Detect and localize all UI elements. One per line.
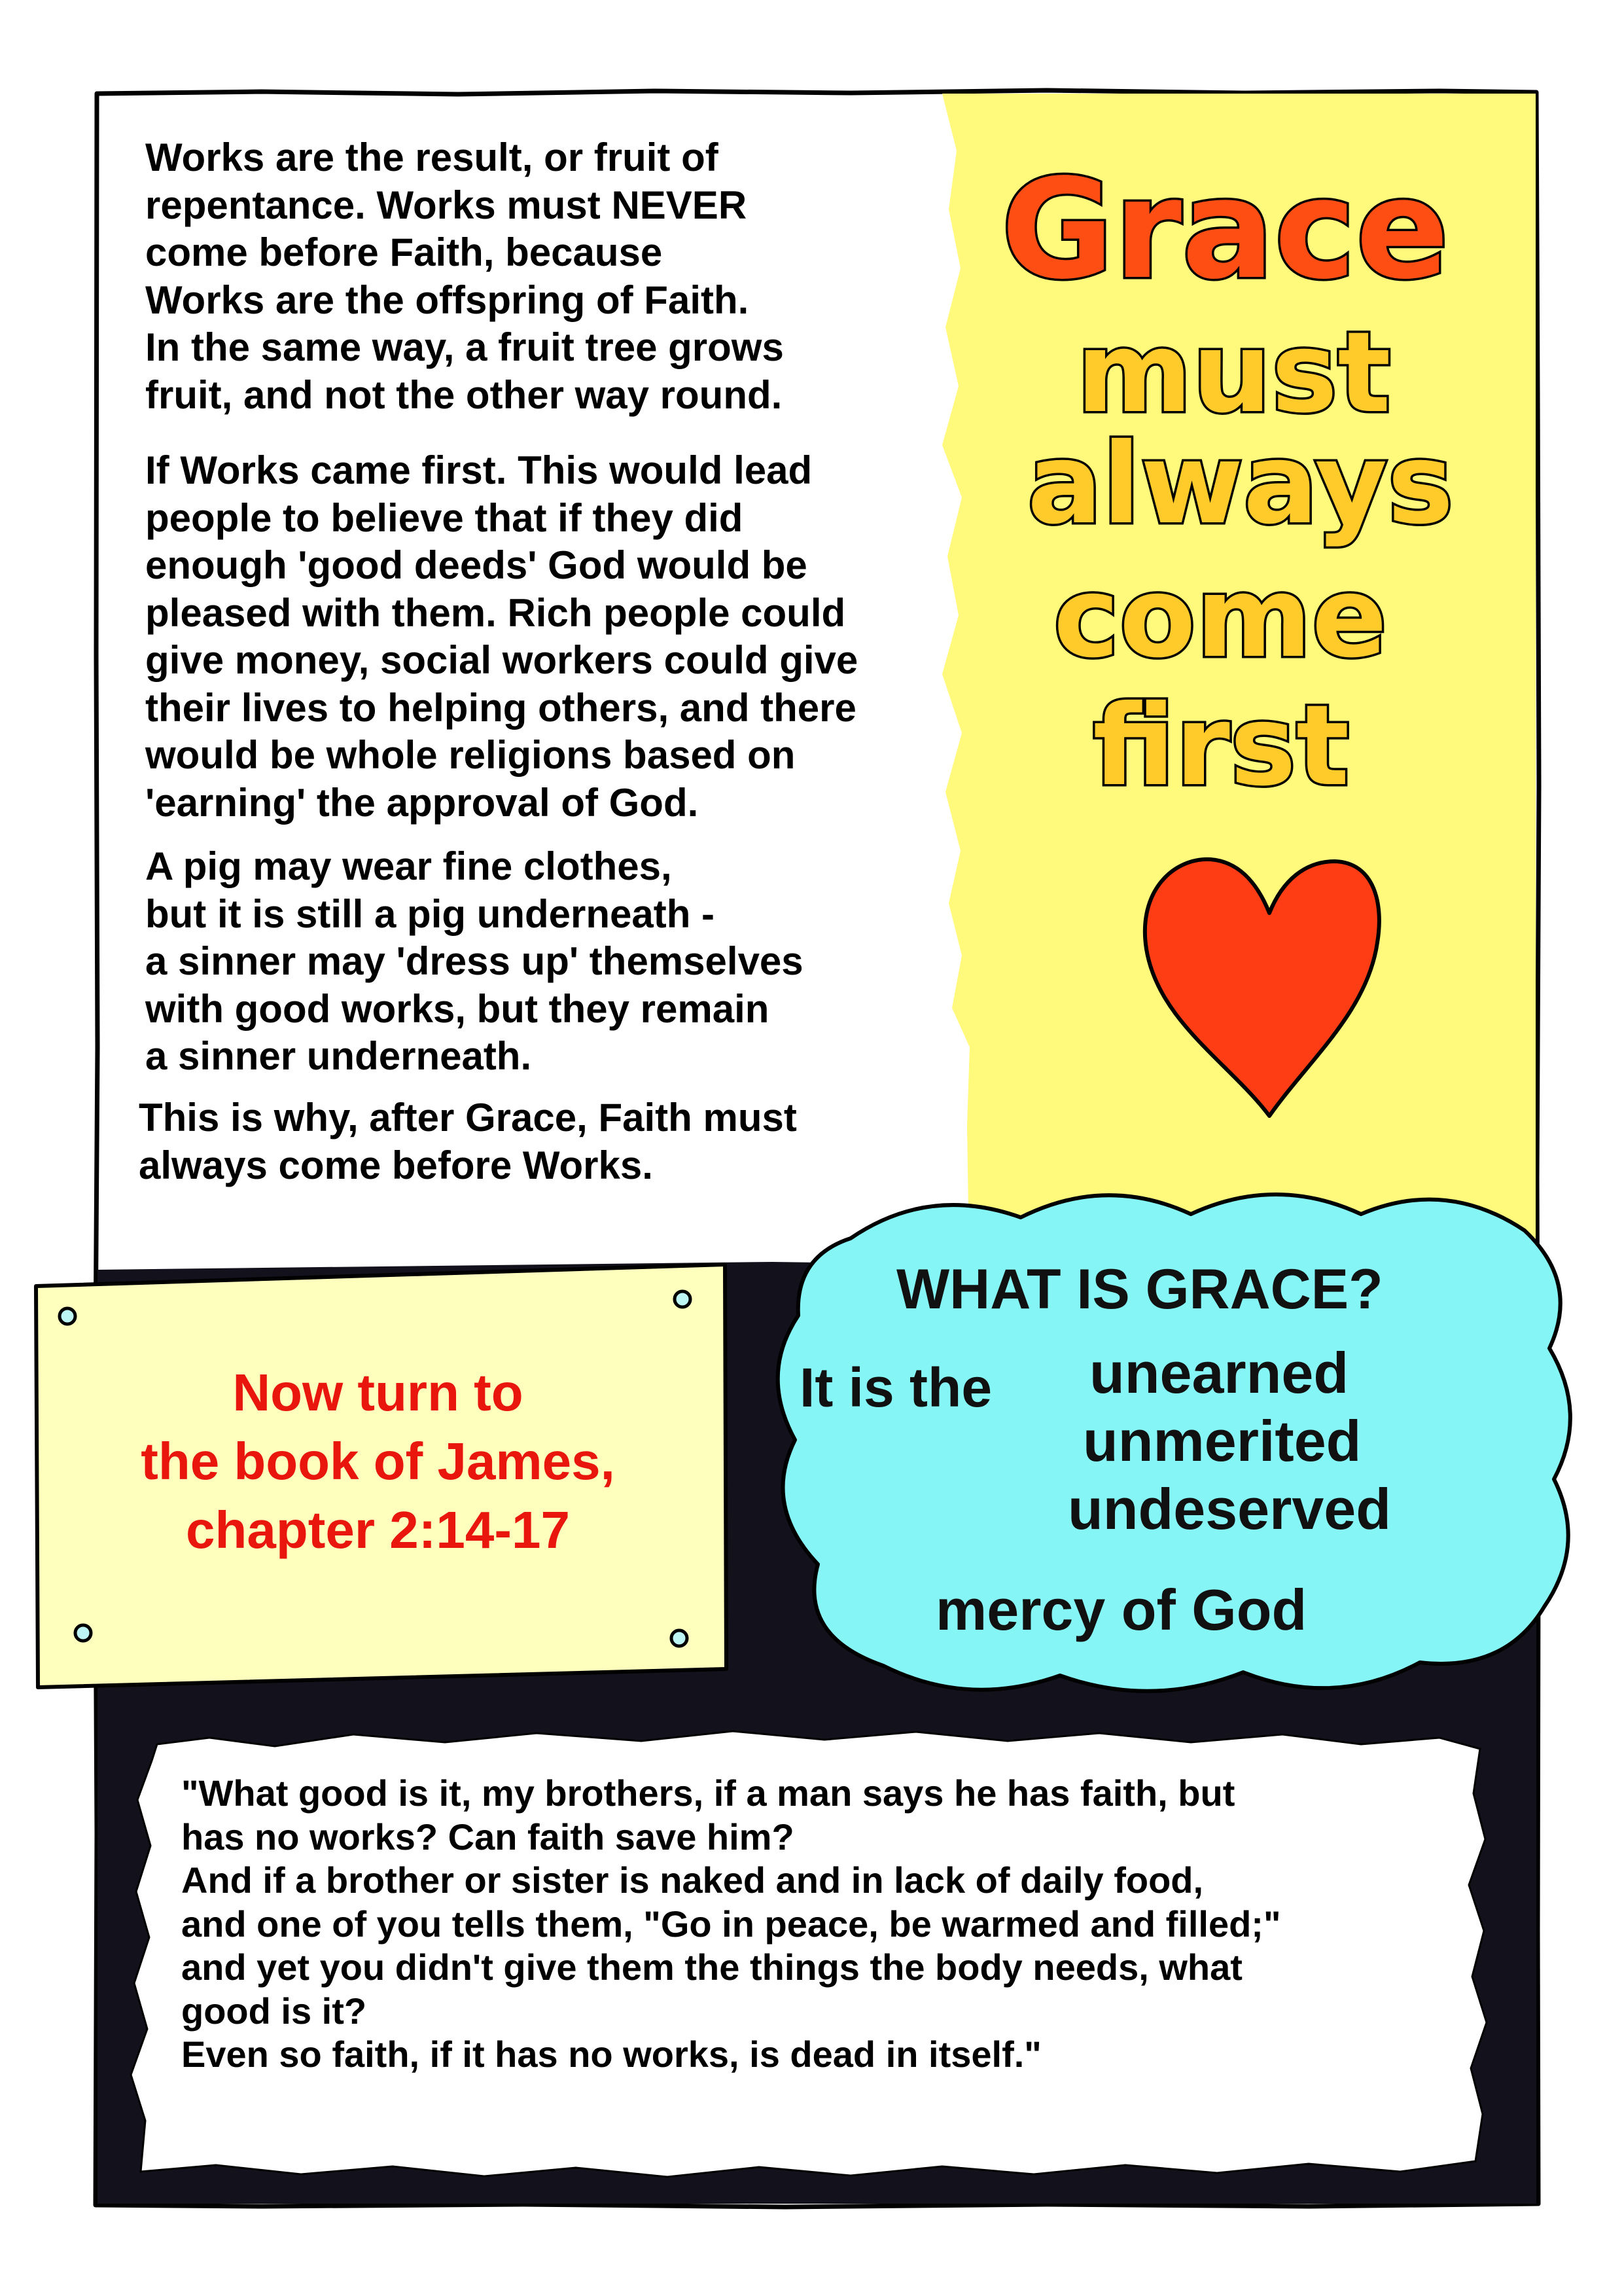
text-line: If Works came first. This would lead bbox=[145, 448, 813, 492]
text-line: their lives to helping others, and there bbox=[145, 685, 856, 730]
text-line: In the same way, a fruit tree grows bbox=[145, 325, 784, 369]
text-line: This is why, after Grace, Faith must bbox=[139, 1096, 797, 1139]
reference-line: chapter 2:14-17 bbox=[186, 1501, 570, 1559]
title-word-come: come bbox=[1053, 553, 1387, 683]
text-line: A pig may wear fine clothes, bbox=[145, 844, 672, 888]
reference-line: the book of James, bbox=[141, 1432, 615, 1490]
text-line: with good works, but they remain bbox=[145, 986, 769, 1031]
pin-icon bbox=[671, 1630, 687, 1646]
quote-line: and one of you tells them, "Go in peace, be warmed and filled;" bbox=[181, 1903, 1281, 1945]
reference-line: Now turn to bbox=[232, 1363, 523, 1422]
quote-line: has no works? Can faith save him? bbox=[181, 1816, 794, 1857]
pin-icon bbox=[675, 1291, 690, 1307]
text-line: give money, social workers could give bbox=[145, 638, 858, 682]
text-line: come before Faith, because bbox=[145, 230, 663, 274]
pig-paragraph bbox=[145, 843, 803, 1081]
cloud-word-unmerited: unmerited bbox=[1083, 1408, 1362, 1473]
quote-line: And if a brother or sister is naked and in lack of daily food, bbox=[181, 1859, 1204, 1901]
conclusion-paragraph bbox=[139, 1094, 797, 1189]
pin-icon bbox=[75, 1625, 91, 1641]
quote-line: good is it? bbox=[181, 1990, 367, 2032]
cloud-heading: WHAT IS GRACE? bbox=[896, 1258, 1383, 1321]
text-line: always come before Works. bbox=[139, 1143, 653, 1187]
text-line: fruit, and not the other way round. bbox=[145, 372, 783, 417]
text-line: a sinner underneath. bbox=[145, 1034, 532, 1078]
pin-icon bbox=[60, 1308, 75, 1324]
scripture-quote bbox=[181, 1772, 1281, 2077]
title-word-must: must bbox=[1076, 308, 1391, 438]
title-word-always: always bbox=[1027, 420, 1454, 549]
cloud-word-undeserved: undeserved bbox=[1068, 1477, 1391, 1541]
text-line: pleased with them. Rich people could bbox=[145, 590, 846, 635]
cloud-lead: It is the bbox=[800, 1357, 993, 1418]
quote-line: "What good is it, my brothers, if a man says he has faith, but bbox=[181, 1772, 1235, 1814]
title-word-first: first bbox=[1093, 681, 1350, 811]
text-line: people to believe that if they did bbox=[145, 495, 743, 540]
cloud-word-unearned: unearned bbox=[1089, 1340, 1349, 1405]
intro-paragraph bbox=[145, 134, 784, 419]
title-word-grace: Grace bbox=[1001, 149, 1449, 310]
scripture-reference bbox=[75, 1358, 680, 1564]
text-line: Works are the offspring of Faith. bbox=[145, 278, 749, 322]
works-first-paragraph bbox=[145, 447, 858, 827]
quote-line: and yet you didn't give them the things the body needs, what bbox=[181, 1946, 1243, 1988]
text-line: repentance. Works must NEVER bbox=[145, 183, 747, 227]
text-line: 'earning' the approval of God. bbox=[145, 780, 699, 825]
text-line: would be whole religions based on bbox=[145, 733, 796, 777]
text-line: enough 'good deeds' God would be bbox=[145, 543, 807, 587]
cloud-ending: mercy of God bbox=[936, 1577, 1307, 1642]
text-line: Works are the result, or fruit of bbox=[145, 135, 718, 179]
text-line: but it is still a pig underneath - bbox=[145, 891, 715, 936]
text-line: a sinner may 'dress up' themselves bbox=[145, 939, 803, 983]
quote-line: Even so faith, if it has no works, is dead in itself." bbox=[181, 2034, 1042, 2075]
